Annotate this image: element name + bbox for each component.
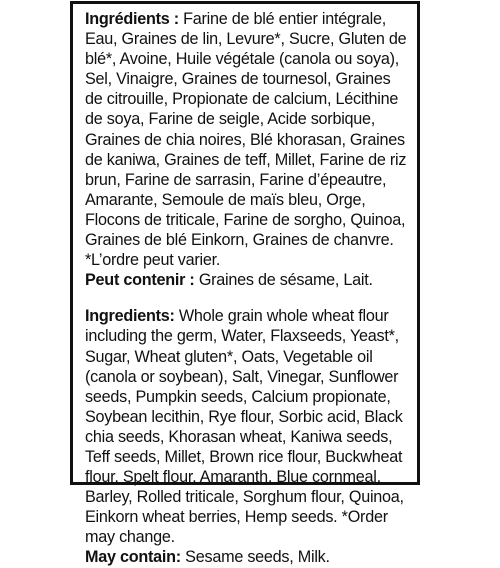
- french-ingredients-heading: Ingrédients :: [85, 10, 179, 28]
- english-ingredients-heading: Ingredients:: [85, 307, 175, 326]
- french-ingredients-section: [85, 9, 407, 290]
- french-may-contain-list: Graines de sésame, Lait.: [194, 271, 373, 290]
- english-ingredients-section: [85, 306, 407, 567]
- french-ingredients-paragraph: [85, 9, 407, 270]
- french-may-contain-paragraph: [85, 270, 407, 290]
- ingredients-label-panel: [70, 1, 420, 567]
- english-may-contain-heading: May contain:: [85, 548, 181, 567]
- english-ingredients-list: Whole grain whole wheat flour including the germ, Water, Flaxseeds, Yeast*, Sugar, Wheat gluten*, Oats, Vegetable oil (canola or soybean), Salt, Vinegar, Sunflower seeds, Pumpkin seeds, Calcium propionate, Soybean lecithin, Rye flour, Sorbic acid, Black chia seeds, Khorasan wheat, Kaniwa seeds, Teff seeds, Millet, Brown rice flour, Buckwheat flour, Spelt flour, Amaranth, Blue cornmeal, Barley, Rolled triticale, Sorghum flour, Quinoa, Einkorn wheat berries, Hemp seeds. *Order may change.: [85, 307, 404, 547]
- english-ingredients-paragraph: [85, 306, 407, 547]
- french-ingredients-list: Farine de blé entier intégrale, Eau, Graines de lin, Levure*, Sucre, Gluten de blé*, Avoine, Huile végétale (canola ou soya), Sel, Vinaigre, Graines de tournesol, Graines de citrouille, Propionate de calcium, Lécithine de soya, Farine de seigle, Acide sorbique, Graines de chia noires, Blé khorasan, Graines de kaniwa, Graines de teff, Millet, Farine de riz brun, Farine de sarrasin, Farine d’épeautre, Amarante, Semoule de maïs bleu, Orge, Flocons de triticale, Farine de sorgho, Quinoa, Graines de blé Einkorn, Graines de chanvre. *L’ordre peut varier.: [85, 10, 407, 270]
- section-divider: [73, 298, 417, 299]
- english-may-contain-paragraph: [85, 547, 407, 567]
- french-may-contain-heading: Peut contenir :: [85, 271, 195, 290]
- english-may-contain-list: Sesame seeds, Milk.: [180, 548, 330, 567]
